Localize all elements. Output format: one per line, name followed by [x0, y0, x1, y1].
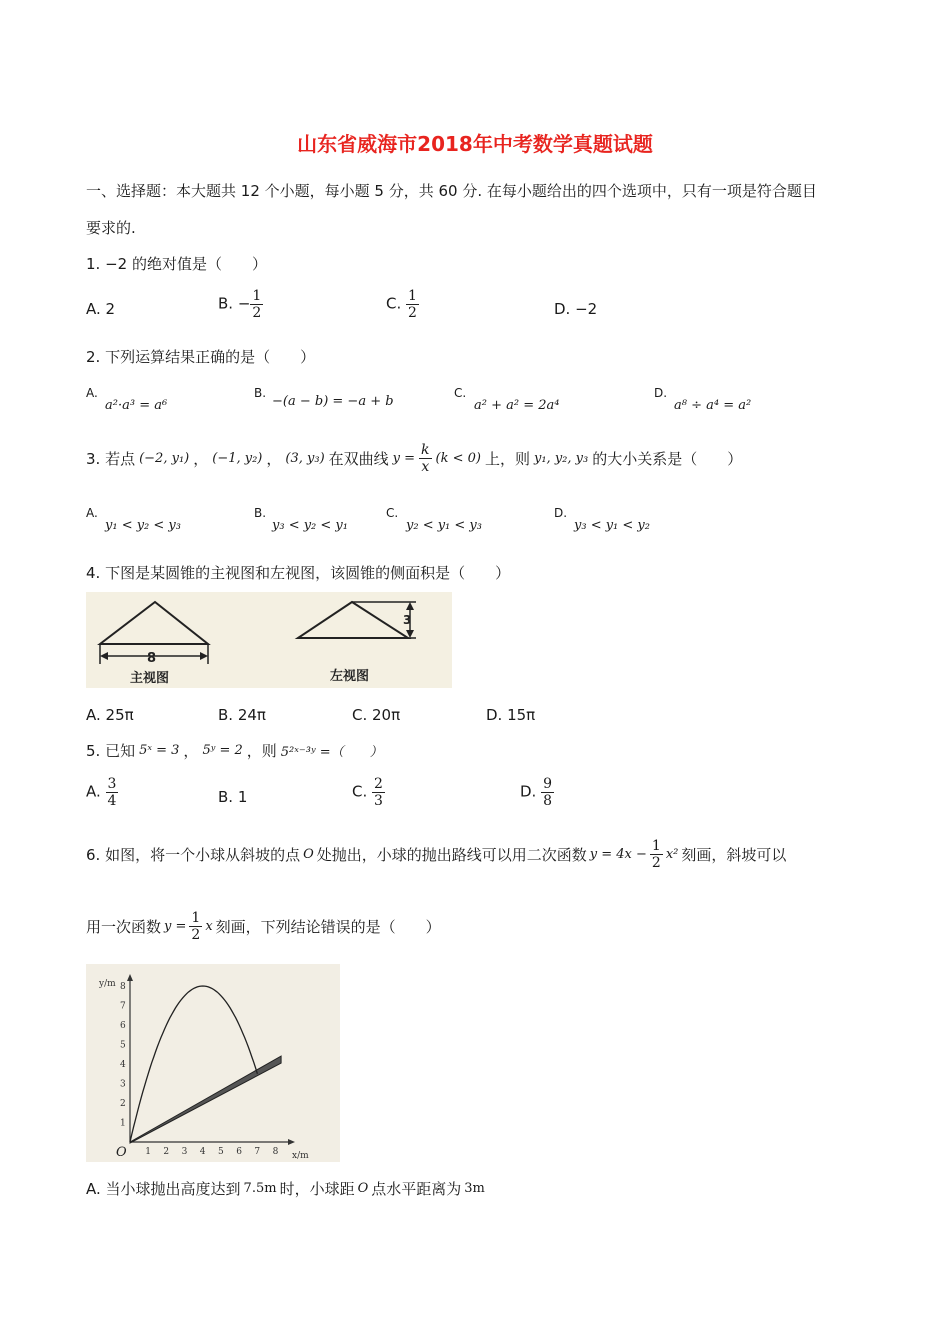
- q6-figure: [86, 964, 340, 1162]
- q3-option-d-expr: y₃ < y₁ < y₂: [574, 518, 650, 533]
- q1-option-a: A. 2: [86, 300, 116, 318]
- q1-option-c: C. $\frac{1}{2}$: [386, 288, 417, 321]
- q3-option-b-expr: y₃ < y₂ < y₁: [272, 518, 348, 533]
- q4-option-c: C. 20π: [352, 706, 401, 724]
- page-title: 山东省威海市2018年中考数学真题试题: [297, 132, 653, 156]
- x-tick-label: 3: [181, 1147, 188, 1157]
- q6-line2-b: 刻画，下列结论错误的是（ ）: [215, 918, 441, 936]
- q1-option-b: B. − $\frac{1}{2}$: [218, 288, 262, 321]
- q2-option-d-label: D.: [654, 386, 668, 400]
- q5-option-c: C. $\frac{2}{3}$: [352, 776, 383, 809]
- q6-option-a-part3: 点水平距离为: [371, 1180, 462, 1198]
- q2-option-a-expr: a²·a³ = a⁶: [105, 398, 168, 413]
- x-tick-label: 7: [254, 1147, 261, 1157]
- q3-option-d-label: D.: [554, 506, 568, 520]
- q1-option-d: D. −2: [554, 300, 598, 318]
- q2-option-d-expr: a⁸ ÷ a⁴ = a²: [674, 398, 752, 413]
- q2-option-a-label: A.: [86, 386, 98, 400]
- height-label: 3: [403, 613, 412, 627]
- q4-option-b: B. 24π: [218, 706, 266, 724]
- q6-option-a-distance: 3m: [464, 1181, 485, 1196]
- q3-option-c-label: C.: [386, 506, 399, 520]
- q3-point-3: (3, y₃): [285, 451, 325, 466]
- q2-option-c-label: C.: [454, 386, 467, 400]
- q6-line1: 6. 如图，将一个小球从斜坡的点 O 处抛出，小球的抛出路线可以用二次函数 y = 4x − $\frac{1}{2}$ x² 刻画，斜坡可以: [86, 838, 787, 871]
- q6-option-a-height: 7.5m: [243, 1181, 277, 1196]
- main-view-triangle: [100, 602, 208, 644]
- q6-line1-a: 6. 如图，将一个小球从斜坡的点: [86, 846, 301, 864]
- q2-option-c-expr: a² + a² = 2a⁴: [474, 398, 560, 413]
- x-tick-label: 4: [199, 1147, 206, 1157]
- q5-cond-1: 5ˣ = 3: [139, 743, 180, 758]
- x-tick-label: 5: [218, 1147, 224, 1157]
- q6-point-O: O: [303, 847, 314, 862]
- x-tick-label: 6: [236, 1147, 242, 1157]
- q3-stem-c: 上，则: [484, 450, 530, 468]
- q3-option-b-label: B.: [254, 506, 267, 520]
- q2-option-b-label: B.: [254, 386, 267, 400]
- q2-option-b-expr: −(a − b) = −a + b: [272, 394, 394, 409]
- q5-option-d: D. $\frac{9}{8}$: [520, 776, 553, 809]
- y-tick-label: 5: [120, 1040, 126, 1051]
- q5-option-a: A. $\frac{3}{4}$: [86, 776, 117, 809]
- width-label: 8: [147, 651, 157, 666]
- y-tick-label: 2: [120, 1099, 126, 1109]
- q4-option-a: A. 25π: [86, 706, 134, 724]
- q5-option-b: B. 1: [218, 788, 248, 806]
- cone-views-svg: [86, 592, 452, 688]
- q5-stem-b: ，则: [246, 742, 277, 760]
- main-view-label: 主视图: [130, 671, 170, 686]
- q2-stem: 2. 下列运算结果正确的是（ ）: [86, 348, 316, 366]
- q4-option-d: D. 15π: [486, 706, 536, 724]
- left-view-triangle: [298, 602, 408, 638]
- q4-stem: 4. 下图是某圆锥的主视图和左视图，该圆锥的侧面积是（ ）: [86, 564, 511, 582]
- projectile-graph-svg: [86, 964, 340, 1162]
- q6-line2-a: 用一次函数: [86, 918, 162, 936]
- q3-option-a-label: A.: [86, 506, 98, 520]
- q6-option-a: [86, 1178, 485, 1199]
- q1-stem: 1. −2 的绝对值是（ ）: [86, 255, 267, 273]
- q6-option-a-part2: 时，小球距: [279, 1180, 355, 1198]
- q3-option-c-expr: y₂ < y₁ < y₃: [406, 518, 482, 533]
- q3-vars: y₁, y₂, y₃: [534, 451, 589, 466]
- x-tick-label: 8: [272, 1147, 279, 1157]
- q3-stem-d: 的大小关系是（ ）: [592, 450, 743, 468]
- q6-line2: 用一次函数 y = $\frac{1}{2}$ x 刻画，下列结论错误的是（ ）: [86, 910, 441, 943]
- parabola-curve: [130, 986, 257, 1142]
- section-instruction-line2: 要求的.: [86, 219, 136, 237]
- x-tick-label: 2: [163, 1147, 170, 1157]
- q6-option-a-part1: A. 当小球抛出高度达到: [86, 1180, 241, 1198]
- y-tick-label: 3: [120, 1079, 126, 1090]
- y-tick-label: 7: [120, 1001, 126, 1012]
- slope-band: [130, 1056, 281, 1143]
- q4-figure: [86, 592, 452, 688]
- q3-stem-b: 在双曲线: [328, 450, 389, 468]
- q3-point-1: (−2, y₁): [139, 451, 190, 466]
- left-view-label: 左视图: [330, 669, 370, 684]
- q6-line1-b: 处抛出，小球的抛出路线可以用二次函数: [316, 846, 587, 864]
- x-tick-label: 1: [145, 1147, 151, 1157]
- x-axis-label: x/m: [292, 1151, 309, 1161]
- q5-stem: 5. 已知 5ˣ = 3 ， 5ʸ = 2 ，则 5²ˣ⁻³ʸ =（ ）: [86, 742, 383, 760]
- q6-line1-c: 刻画，斜坡可以: [681, 846, 787, 864]
- y-tick-label: 6: [120, 1021, 126, 1031]
- y-axis-label: y/m: [99, 979, 116, 989]
- y-tick-label: 4: [120, 1060, 126, 1070]
- q5-expr: 5²ˣ⁻³ʸ =（ ）: [280, 745, 383, 760]
- q3-stem: 3. 若点 (−2, y₁) ， (−1, y₂) ， (3, y₃) 在双曲线 y = $\frac{k}{x}$ (k < 0) 上，则 y₁, y₂, y₃ 的大小关系是（ ）: [86, 442, 743, 475]
- q3-option-a-expr: y₁ < y₂ < y₃: [105, 518, 181, 533]
- q5-cond-2: 5ʸ = 2: [202, 743, 243, 758]
- y-tick-label: 8: [120, 982, 126, 992]
- q3-stem-a: 3. 若点: [86, 450, 136, 468]
- origin-label: O: [116, 1145, 127, 1160]
- q5-stem-a: 5. 已知: [86, 742, 136, 760]
- q6-option-a-O: O: [357, 1181, 369, 1196]
- q3-point-2: (−1, y₂): [212, 451, 263, 466]
- y-tick-label: 1: [120, 1118, 126, 1129]
- section-instruction-line1: 一、选择题：本大题共 12 个小题，每小题 5 分，共 60 分. 在每小题给出的四个选项中，只有一项是符合题目: [86, 182, 817, 200]
